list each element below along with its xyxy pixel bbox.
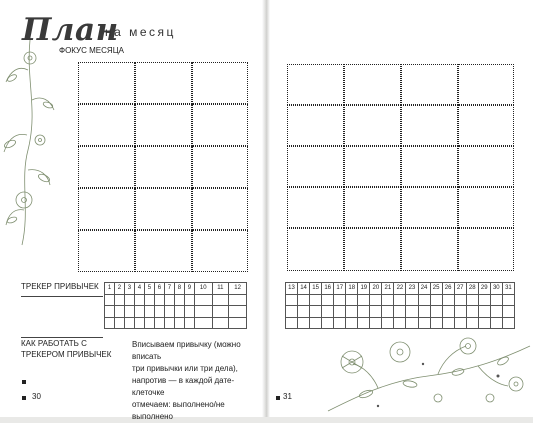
tracker-cell[interactable] [229,317,247,329]
tracker-cell[interactable] [298,306,310,318]
tracker-cell[interactable] [334,294,346,306]
tracker-cell[interactable] [346,306,358,318]
tracker-cell[interactable] [418,294,430,306]
grid-cell[interactable] [401,64,458,105]
habit-tracker-label: ТРЕКЕР ПРИВЫЧЕК [21,282,99,291]
tracker-cell[interactable] [114,294,124,306]
grid-cell[interactable] [401,187,458,228]
floral-illustration-icon [0,40,58,250]
tracker-day: 11 [212,283,229,295]
grid-cell[interactable] [78,62,135,104]
tracker-day: 17 [334,283,346,295]
tracker-cell[interactable] [358,317,370,329]
tracker-cell[interactable] [490,317,502,329]
grid-cell[interactable] [135,230,192,272]
tracker-day: 23 [406,283,418,295]
grid-cell[interactable] [192,62,248,104]
tracker-cell[interactable] [105,294,115,306]
tracker-cell[interactable] [298,294,310,306]
tracker-cell[interactable] [322,306,334,318]
grid-cell[interactable] [344,146,401,187]
tracker-day: 4 [134,283,144,295]
tracker-day: 7 [164,283,174,295]
tracker-row [105,306,247,318]
tracker-cell[interactable] [454,294,466,306]
grid-cell[interactable] [78,188,135,230]
tracker-day: 18 [346,283,358,295]
tracker-cell[interactable] [502,317,514,329]
book-gutter [262,0,270,417]
page-number: 30 [32,392,41,401]
grid-cell[interactable] [344,187,401,228]
grid-cell[interactable] [192,188,248,230]
how-to-label [21,338,111,360]
how-to-text-line: Вписываем привычку (можно вписать [132,340,241,361]
habit-tracker-table-right [285,282,515,329]
tracker-row [286,317,515,329]
tracker-cell[interactable] [134,306,144,318]
habit-tracker-table [104,282,247,329]
tracker-day: 21 [382,283,394,295]
tracker-day: 15 [310,283,322,295]
tracker-cell[interactable] [134,317,144,329]
tracker-row [286,294,515,306]
bullet-mark [22,380,26,384]
floral-illustration-icon [318,336,533,417]
grid-cell[interactable] [78,230,135,272]
tracker-day: 26 [442,283,454,295]
tracker-cell[interactable] [478,317,490,329]
tracker-day: 8 [174,283,184,295]
tracker-cell[interactable] [430,306,442,318]
tracker-cell[interactable] [164,306,174,318]
tracker-cell[interactable] [334,317,346,329]
tracker-cell[interactable] [229,306,247,318]
grid-cell[interactable] [458,146,514,187]
tracker-day: 2 [114,283,124,295]
tracker-cell[interactable] [124,294,134,306]
tracker-cell[interactable] [212,306,229,318]
grid-cell[interactable] [401,105,458,146]
how-to-label-line: ТРЕКЕРОМ ПРИВЫЧЕК [21,350,112,359]
grid-cell[interactable] [135,62,192,104]
tracker-cell[interactable] [406,317,418,329]
tracker-cell[interactable] [164,294,174,306]
tracker-cell[interactable] [114,306,124,318]
tracker-cell[interactable] [406,306,418,318]
tracker-cell[interactable] [298,317,310,329]
tracker-day: 9 [184,283,194,295]
page-subtitle: на месяц [105,25,176,39]
tracker-cell[interactable] [358,294,370,306]
tracker-row [286,306,515,318]
tracker-cell[interactable] [478,294,490,306]
tracker-cell[interactable] [394,317,406,329]
tracker-cell[interactable] [194,294,212,306]
tracker-cell[interactable] [322,317,334,329]
tracker-cell[interactable] [418,306,430,318]
how-to-text-line: отмечаем: выполнено/не выполнено [132,400,225,421]
tracker-cell[interactable] [164,317,174,329]
bullet-mark [276,396,280,400]
tracker-day: 20 [370,283,382,295]
tracker-cell[interactable] [490,306,502,318]
grid-cell[interactable] [458,105,514,146]
tracker-cell[interactable] [442,294,454,306]
grid-cell[interactable] [287,105,344,146]
tracker-cell[interactable] [212,294,229,306]
tracker-cell[interactable] [466,306,478,318]
tracker-cell[interactable] [144,294,154,306]
grid-cell[interactable] [344,105,401,146]
tracker-day: 14 [298,283,310,295]
tracker-header-row [105,283,247,295]
page-number: 31 [283,392,292,401]
grid-cell[interactable] [458,187,514,228]
how-to-text-line: три привычки или три дела), [132,364,238,373]
tracker-day: 29 [478,283,490,295]
tracker-cell[interactable] [105,306,115,318]
tracker-day: 12 [229,283,247,295]
tracker-day: 31 [502,283,514,295]
bullet-mark [22,396,26,400]
tracker-cell[interactable] [382,306,394,318]
tracker-day: 24 [418,283,430,295]
tracker-day: 22 [394,283,406,295]
grid-cell[interactable] [287,146,344,187]
grid-cell[interactable] [287,228,344,271]
tracker-cell[interactable] [382,294,394,306]
tracker-cell[interactable] [466,317,478,329]
tracker-cell[interactable] [430,317,442,329]
grid-cell[interactable] [135,104,192,146]
tracker-cell[interactable] [154,317,164,329]
grid-cell[interactable] [78,104,135,146]
tracker-cell[interactable] [442,317,454,329]
tracker-cell[interactable] [394,306,406,318]
tracker-day: 10 [194,283,212,295]
tracker-cell[interactable] [286,317,298,329]
tracker-day: 1 [105,283,115,295]
tracker-cell[interactable] [418,317,430,329]
tracker-day: 27 [454,283,466,295]
tracker-day: 30 [490,283,502,295]
grid-cell[interactable] [287,187,344,228]
tracker-cell[interactable] [184,317,194,329]
tracker-cell[interactable] [370,294,382,306]
grid-cell[interactable] [344,64,401,105]
grid-cell[interactable] [401,228,458,271]
tracker-cell[interactable] [174,317,184,329]
tracker-cell[interactable] [478,306,490,318]
tracker-cell[interactable] [194,317,212,329]
tracker-cell[interactable] [310,306,322,318]
tracker-day: 25 [430,283,442,295]
tracker-cell[interactable] [430,294,442,306]
tracker-cell[interactable] [105,317,115,329]
tracker-header-row [286,283,515,295]
tracker-cell[interactable] [466,294,478,306]
tracker-cell[interactable] [134,294,144,306]
tracker-cell[interactable] [124,317,134,329]
grid-cell[interactable] [458,64,514,105]
tracker-cell[interactable] [154,294,164,306]
tracker-cell[interactable] [184,294,194,306]
grid-cell[interactable] [78,146,135,188]
tracker-cell[interactable] [394,294,406,306]
tracker-cell[interactable] [174,294,184,306]
tracker-cell[interactable] [184,306,194,318]
tracker-cell[interactable] [382,317,394,329]
how-to-label-line: КАК РАБОТАТЬ С [21,339,87,348]
tracker-cell[interactable] [358,306,370,318]
tracker-day: 3 [124,283,134,295]
tracker-cell[interactable] [144,317,154,329]
tracker-day: 6 [154,283,164,295]
tracker-cell[interactable] [346,317,358,329]
tracker-cell[interactable] [454,317,466,329]
tracker-cell[interactable] [322,294,334,306]
tracker-cell[interactable] [154,306,164,318]
tracker-day: 5 [144,283,154,295]
tracker-cell[interactable] [346,294,358,306]
tracker-cell[interactable] [310,317,322,329]
page-title: План [22,12,119,48]
grid-cell[interactable] [135,146,192,188]
tracker-cell[interactable] [124,306,134,318]
tracker-cell[interactable] [334,306,346,318]
tracker-cell[interactable] [286,294,298,306]
tracker-cell[interactable] [114,317,124,329]
grid-cell[interactable] [458,228,514,271]
grid-cell[interactable] [401,146,458,187]
tracker-day: 16 [322,283,334,295]
tracker-cell[interactable] [229,294,247,306]
tracker-cell[interactable] [144,306,154,318]
tracker-day: 19 [358,283,370,295]
how-to-text [132,339,252,423]
tracker-cell[interactable] [310,294,322,306]
grid-cell[interactable] [135,188,192,230]
grid-cell[interactable] [192,146,248,188]
tracker-cell[interactable] [502,294,514,306]
grid-cell[interactable] [344,228,401,271]
how-to-text-line: напротив — в каждой дате-клеточке [132,376,235,397]
tracker-cell[interactable] [212,317,229,329]
tracker-row [105,317,247,329]
tracker-cell[interactable] [442,306,454,318]
tracker-cell[interactable] [406,294,418,306]
grid-cell[interactable] [192,230,248,272]
grid-cell[interactable] [192,104,248,146]
grid-cell[interactable] [287,64,344,105]
tracker-cell[interactable] [490,294,502,306]
tracker-cell[interactable] [174,306,184,318]
tracker-cell[interactable] [194,306,212,318]
focus-label: ФОКУС МЕСЯЦА [59,46,124,55]
tracker-cell[interactable] [454,306,466,318]
tracker-cell[interactable] [502,306,514,318]
divider [21,296,103,297]
tracker-day: 13 [286,283,298,295]
tracker-day: 28 [466,283,478,295]
tracker-cell[interactable] [370,317,382,329]
tracker-cell[interactable] [370,306,382,318]
tracker-row [105,294,247,306]
tracker-cell[interactable] [286,306,298,318]
